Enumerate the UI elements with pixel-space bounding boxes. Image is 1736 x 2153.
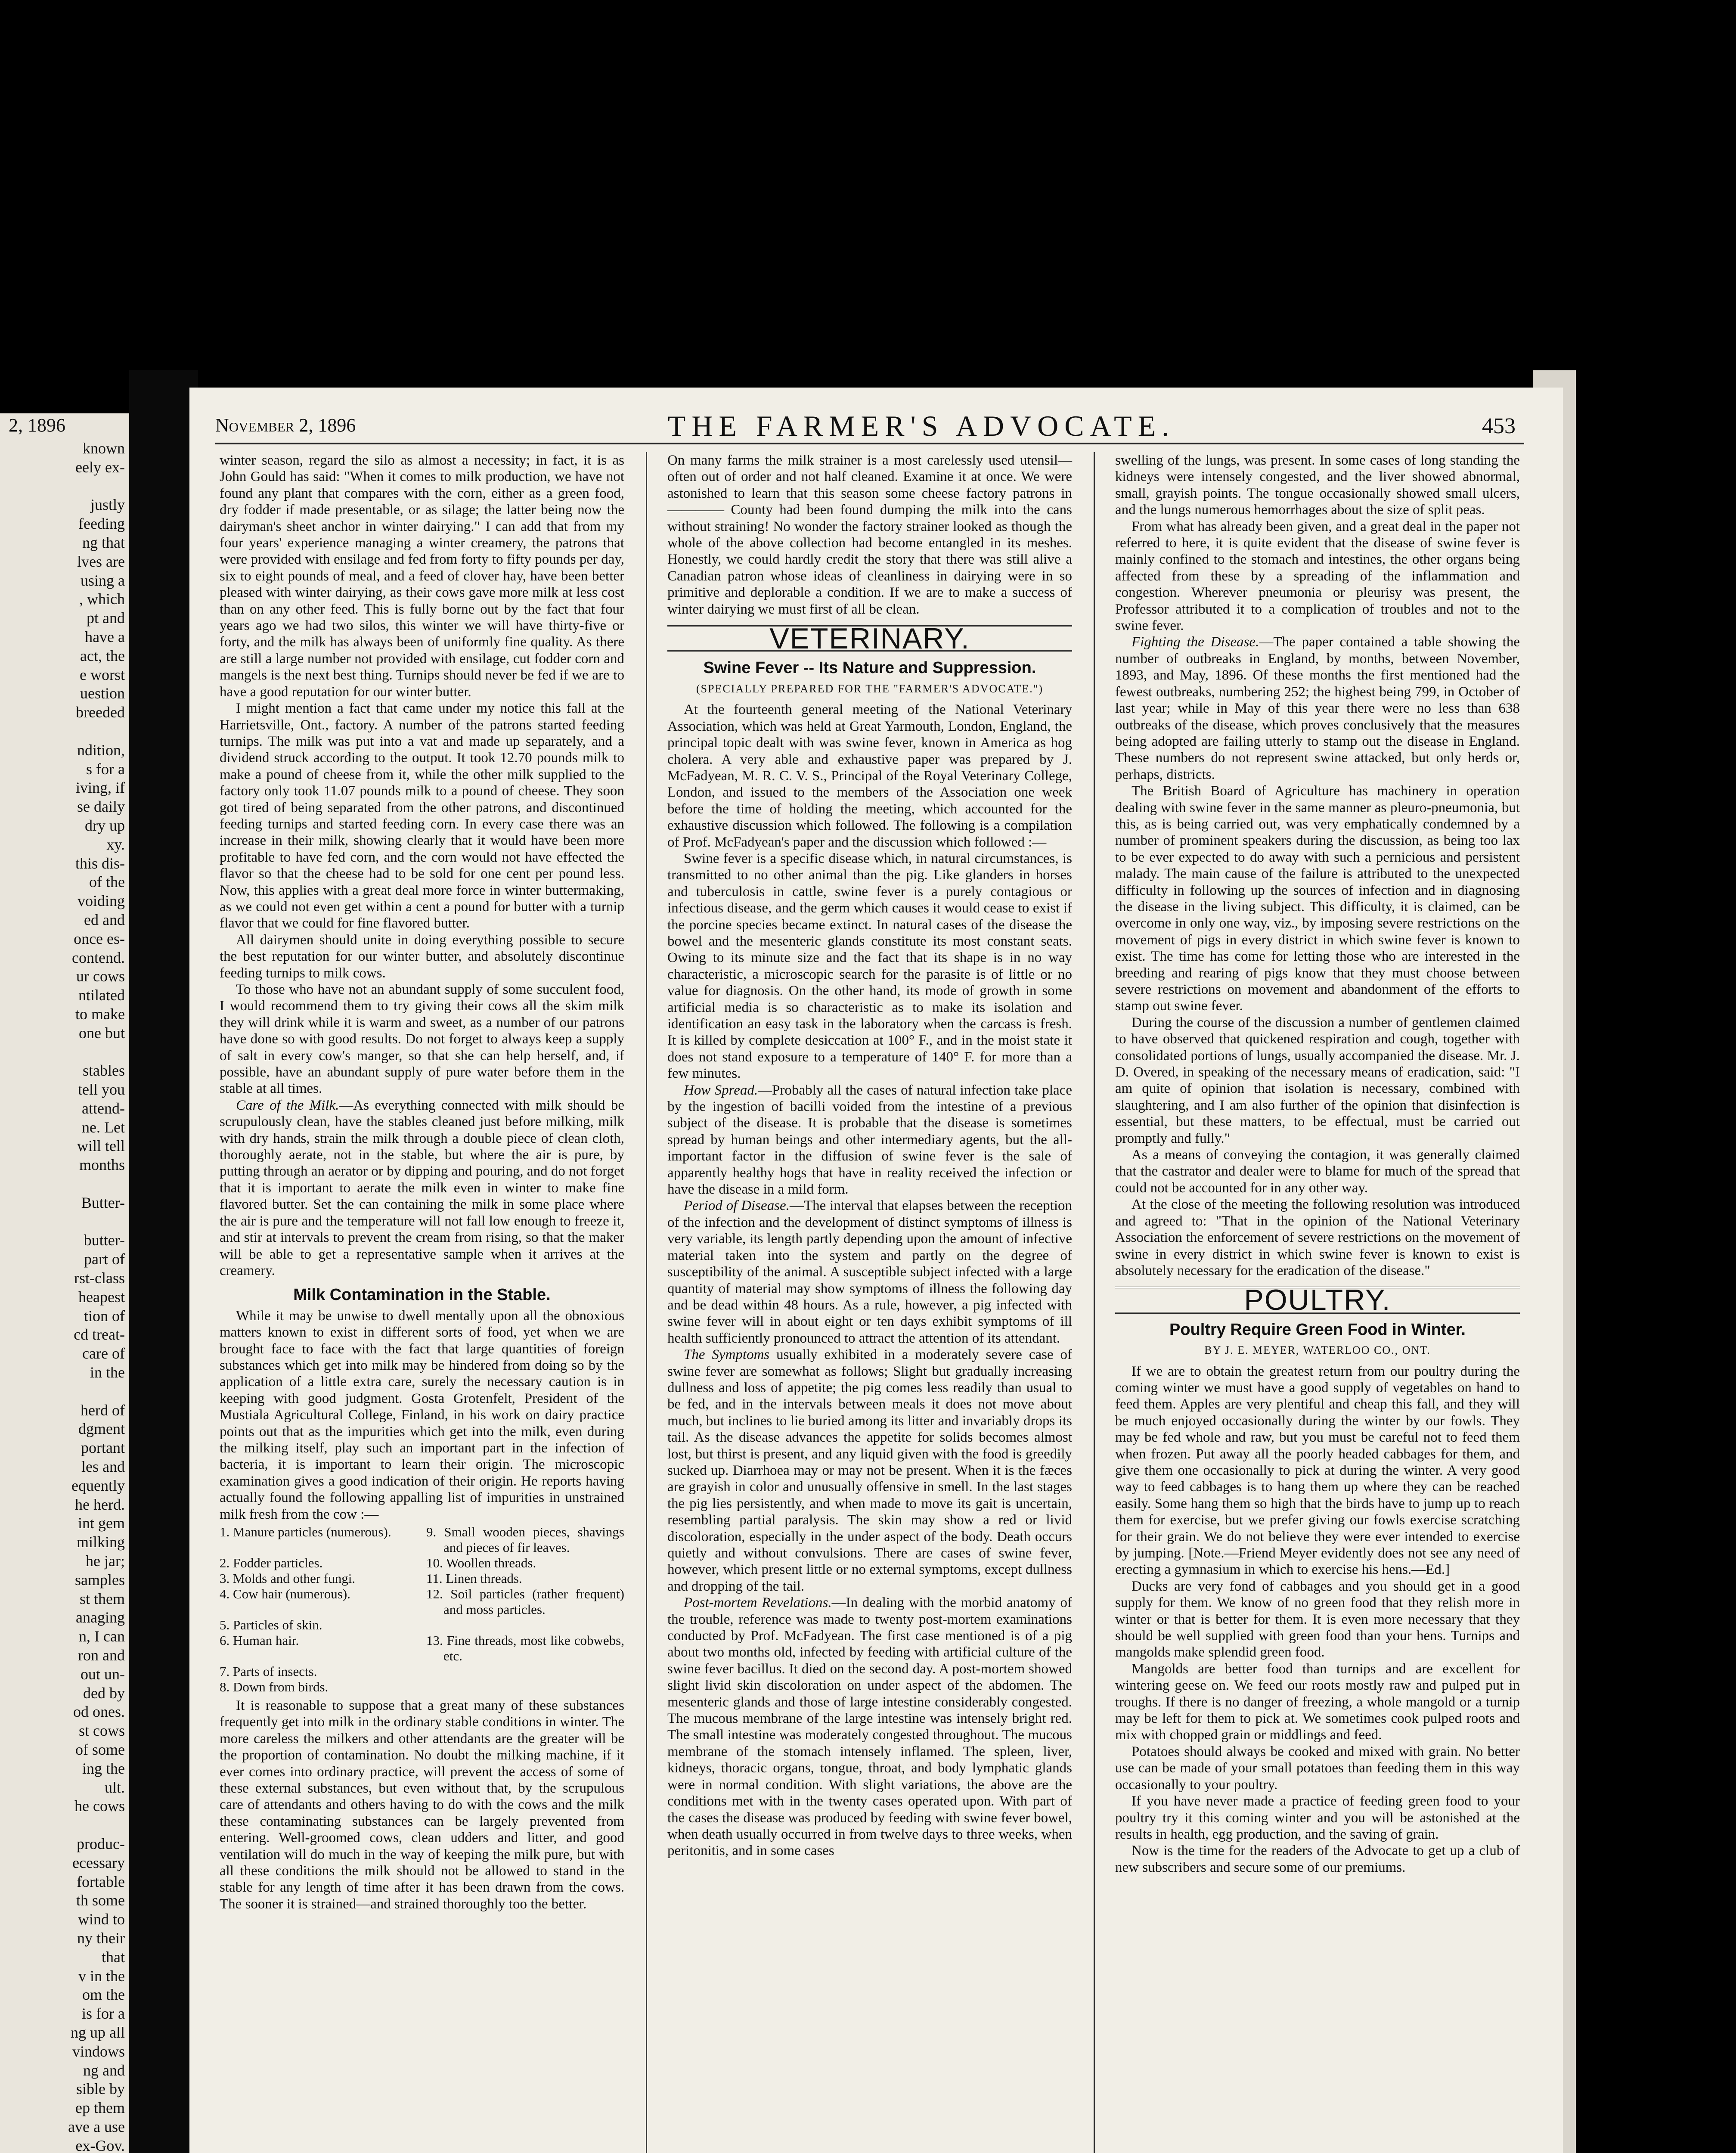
paragraph: At the fourteenth general meeting of the National Veterinary Association, which was held at Great Yarmouth, London, England, the principal topic dealt with was swine fever, known in America as hog cholera. A very able and exhaustive paper was prepared by J. McFadyean, M. R. C. V. S., Principal of the Royal Veterinary College, London, and issued to the members of the Association one week before the time of holding the meeting, which accounted for the exhaustive discussion which followed. The following is a compilation of Prof. McFadyean's paper and the discussion which followed :— [667,702,1072,850]
impurity-list-item: 11. Linen threads. [426,1571,522,1586]
department-heading-veterinary: VETERINARY. [667,625,1072,652]
text-fragment: ep them [75,2099,125,2117]
impurity-list-item: 2. Fodder particles. [220,1555,323,1570]
text-fragment: heapest [78,1288,125,1306]
paragraph: The British Board of Agriculture has machinery in operation dealing with swine fever in the same manner as pleuro-pneumonia, but this, as is being carried out, was very emphatically condemned by a number of prominent speakers during the discussion, as being too lax to be ever expected to do away with such a pernicious and persistent malady. The main cause of the failure is attributed to the unexpected difficulty in following up the sources of infection and in diagnosing the disease in the living subject. This difficulty, it is claimed, can be overcome in only one way, viz., by imposing severe restrictions on the movement of pigs in every district in which swine fever is known to exist. The time has come for letting those who are interested in the breeding and rearing of pigs know that they must choose between severe restrictions on movement and abandonment of the efforts to stamp out swine fever. [1115,783,1520,1014]
running-header [215,409,1524,444]
previous-page-fragment [0,413,129,2153]
text-fragment: e worst [80,666,125,683]
text-fragment [0,1816,125,1835]
text-fragment: stables [83,1062,125,1080]
text-fragment: butter- [84,1232,125,1249]
paragraph: Ducks are very fond of cabbages and you should get in a good supply for them. We know of no green food that they relish more in winter or that is better for them. It is even more necessary that they should be well supplied with green food than your hens. Turnips and mangolds make splendid green food. [1115,1578,1520,1660]
text-fragment: ur cows [76,968,125,985]
header-rule [215,443,1524,444]
text-fragment: ntilated [78,987,125,1004]
text-fragment: uestion [80,685,125,702]
text-fragment: ing the [82,1759,125,1777]
department-heading-poultry: POULTRY. [1115,1287,1520,1313]
column-3 [1115,452,1520,1876]
impurity-list-item [426,1617,624,1633]
text-fragment: he herd. [75,1495,125,1513]
text-fragment: portant [81,1439,125,1457]
text-fragment: eely ex- [75,458,125,476]
text-fragment: st them [80,1590,125,1607]
paragraph-lead: The Symptoms [684,1347,770,1363]
text-fragment: Butter- [81,1194,125,1211]
text-fragment: attend- [82,1099,125,1117]
text-fragment [0,1213,125,1232]
paragraph: Now is the time for the readers of the Advocate to get up a club of new subscribers and secure some of our premiums. [1115,1843,1520,1875]
text-fragment: ron and [78,1647,125,1664]
text-fragment: once es- [74,930,125,947]
column-1 [220,452,624,1912]
text-fragment: od ones. [73,1703,125,1721]
text-fragment [0,1043,125,1062]
paragraph: winter season, regard the silo as almost a necessity; in fact, it is as John Gould has said: "When it comes to milk production, we have not found any plant that compares with the corn, either as a green food, dry fodder if made presentable, or as silage; the latter being now the dairyman's sheet anchor in winter dairying." I can add that from my four years' experience managing a winter creamery, the patrons that were provided with ensilage and fed from forty to fifty pounds per day, six to eight pounds of meal, and a feed of clover hay, have been better pleased with winter dairying, as their cows gave more milk at less cost than on any other feed. This is fully borne out by the fact that four years ago we had two silos, this winter we will have thirty-five or forty, and the milk has always been of uniformly fine quality. As there are still a large number not provided with ensilage, cut fodder corn and mangels is the next best thing. Turnips should never be fed if we are to have a good reputation for our winter butter. [220,453,624,700]
text-fragment: act, the [80,647,125,664]
text-fragment: ny their [77,1929,125,1947]
text-fragment: ave a use [68,2118,125,2135]
text-fragment: ex-Gov. [75,2137,125,2153]
text-fragment: one but [79,1024,125,1042]
paragraph-body: —In dealing with the morbid anatomy of the trouble, reference was made to twenty post-mortem examinations conducted by Prof. McFadyean. The first case mentioned is of a pig about two months old, infected by feeding with artificial culture of the swine fever bacillus. It died on the second day. A post-mortem showed slight livid skin discoloration on under aspect of the abdomen. The mesenteric glands and those of large intestine considerably congested. The mucous membrane of the large intestine was intensely bright red. The small intestine was moderately congested throughout. The mucous membrane of the stomach intensely inflamed. The spleen, liver, kidneys, thoracic organs, tongue, throat, and body lymphatic glands were in normal condition. With slight variations, the above are the conditions met with in the twenty cases operated upon. With part of the cases the disease was produced by feeding with swine fever bowel, when death usually occurred in from twelve days to three weeks, when peritonitis, and in some cases [667,1595,1072,1859]
paragraph-lead: Post-mortem Revelations. [684,1595,832,1611]
paragraph-body: —The paper contained a table showing the number of outbreaks in England, by months, between November, 1893, and May, 1896. Of these months the first mentioned had the fewest outbreaks, numbering 252; the highest being 799, in October of last year; while in May of this year there were no less than 638 outbreaks of the disease, which proves conclusively that the measures being adopted are failing utterly to stamp out the disease in England. These numbers do not represent swine attacked, but only herds or, perhaps, districts. [1115,634,1520,782]
text-fragment: fortable [77,1873,125,1890]
text-fragment: ndition, [77,741,125,759]
paragraph-lead: How Spread. [684,1082,758,1098]
paragraph: To those who have not an abundant supply of some succulent food, I would recommend them to try giving their cows all the skim milk they will drink while it is warm and sweet, as a number of our patrons have done so with good results. Do not forget to always keep a supply of salt in every cow's manger, so that she can help herself, and, if possible, have an abundant supply of pure water before them in the stable at all times. [220,982,624,1097]
paragraph: swelling of the lungs, was present. In some cases of long standing the kidneys were intensely congested, and the liver showed abnormal, small, grayish points. The tongue occasionally showed small ulcers, and the lungs numerous hemorrhages about the size of split peas. [1115,453,1520,518]
text-fragment: using a [81,571,125,589]
paragraph: While it may be unwise to dwell mentally upon all the obnoxious matters known to exist in different sorts of food, yet when we are brought face to face with the fact that large quantities of foreign substances which get into milk may be hindered from doing so by the application of a little extra care, surely the necessary caution is in keeping with good judgment. Gosta Grotenfelt, President of the Mustiala Agricultural College, Finland, in his work on dairy practice points out that as the impurities which get into the milk, even during the milking itself, play such an important part in the infection of bacteria, it is important to learn their origin. The microscopic examination gives a good indication of their origin. He reports having actually found the following appalling list of impurities in unstrained milk fresh from the cow :— [220,1308,624,1522]
text-fragment: iving, if [76,779,125,797]
text-fragment: justly [90,496,125,514]
paragraph: As a means of conveying the contagion, it was generally claimed that the castrator and dealer were to blame for much of the spread that could not be accounted for in any other way. [1115,1147,1520,1196]
paragraph [667,1082,1072,1198]
paragraph [667,1197,1072,1346]
text-fragment: this dis- [75,854,125,872]
text-fragment: ng and [83,2061,125,2079]
paragraph-body: —Probably all the cases of natural infection take place by the ingestion of bacilli voided from the intestine of a previous subject of the disease. It is probable that the disease is sometimes spread by human beings and other intermediary agents, but the all-important factor in the diffusion of swine fever is the sale of apparently healthy hogs that have in reality received the infection or have the disease in a mild form. [667,1082,1072,1197]
paragraph: At the close of the meeting the following resolution was introduced and agreed to: "That in the opinion of the National Veterinary Association the enforcement of severe restrictions on the movement of swine in every district in which swine fever is known to exist is absolutely necessary for the eradication of the disease." [1115,1197,1520,1278]
paragraph: Potatoes should always be cooked and mixed with grain. No better use can be made of your small potatoes than feeding them in this way occasionally to your poultry. [1115,1743,1520,1793]
text-fragment: milking [76,1533,125,1551]
text-fragment: dry up [85,816,125,834]
impurity-list-item: 6. Human hair. [220,1633,299,1648]
text-fragment: out un- [81,1665,125,1683]
paragraph-body: —The interval that elapses between the reception of the infection and the development of distinct symptoms of illness is very variable, its length partly depending upon the amount of infective material taken into the system and partly on the degree of susceptibility of the animal. A susceptible subject infected with a large quantity of material may show symptoms of illness the following day and be dead within 48 hours. As a rule, however, a pig infected with swine fever will in about eight or ten days exhibit symptoms of ill health sufficiently pronounced to attract the attention of its attendant. [667,1198,1072,1346]
impurity-list-item: 13. Fine threads, most like cobwebs, etc. [426,1633,624,1663]
text-fragment: he cows [74,1797,125,1815]
page-number: 453 [1482,414,1516,438]
paragraph-lead: Care of the Milk. [236,1097,339,1113]
article-headline: Swine Fever -- Its Nature and Suppression. [703,659,1036,677]
text-fragment: pt and [87,609,125,627]
text-fragment: tell you [78,1081,125,1098]
text-fragment [0,722,125,741]
paragraph: On many farms the milk strainer is a most carelessly used utensil—often out of order and not half cleaned. Examine it at once. We were astonished to learn that this season some cheese factory patrons in ———— County had been found dumping the milk into the cans without straining! No wonder the factory strainer looked as though the whole of the above collection had become entangled in its meshes. Honestly, we could hardly credit the story that there was still alive a Canadian patron whose ideas of cleanliness in dairying were in so primitive and deplorable a condition. If we are to make a success of winter dairying we must first of all be clean. [667,453,1072,617]
text-fragment: rst-class [74,1269,125,1287]
paragraph [1115,634,1520,783]
text-fragment: xy. [106,835,125,853]
column-2 [667,452,1072,1859]
article-byline: (SPECIALLY PREPARED FOR THE "FARMER'S ADVOCATE.") [696,682,1044,695]
text-fragment: om the [82,1986,125,2004]
impurity-list-item: 9. Small wooden pieces, shavings and pieces of fir leaves. [426,1524,624,1555]
column-rule [1094,452,1095,2153]
paragraph [667,1595,1072,1859]
text-fragment: known [83,440,125,457]
paragraph: From what has already been given, and a great deal in the paper not referred to here, it is quite evident that the disease of swine fever is mainly confined to the stomach and intestines, the other organs being affected from these by a spreading of the inflammation and congestion. Wherever pneumonia or pleurisy was present, the Professor attributed it to a complication of troubles and not to the swine fever. [1115,518,1520,634]
text-fragment: part of [84,1250,125,1268]
impurity-list-item [426,1664,624,1679]
impurity-list-item: 7. Parts of insects. [220,1664,317,1679]
text-fragment: ng up all [71,2023,125,2041]
paragraph: If we are to obtain the greatest return from our poultry during the coming winter we must have a good supply of vegetables on hand to feed them. Apples are very plentiful and cheap this fall, and they will be much enjoyed occasionally during the winter by our fowls. They may be fed whole and raw, but you must be careful not to feed them when frozen. Put away all the poorly headed cabbages for them, and give them one occasionally to pick at during the winter. A very good way to feed cabbages is to hang them up where they can be reached easily. Some hang them so high that the birds have to jump up to reach them for exercise, but we prefer giving our fowls exercise scratching for their grain. We do not believe they were ever intended to exercise by jumping. [Note.—Friend Meyer evidently does not see any need of erecting a gymnasium in which to exercise his hens.—Ed.] [1115,1363,1520,1578]
text-fragment: equently [71,1477,125,1494]
issue-date: November 2, 1896 [215,415,356,436]
text-fragment: st cows [79,1722,125,1740]
impurity-list-item: 5. Particles of skin. [220,1617,322,1632]
text-fragment: , which [79,590,125,608]
paragraph [220,1097,624,1279]
text-fragment: anaging [76,1609,125,1626]
text-fragment: v in the [78,1967,125,1985]
impurity-list-item [426,1679,624,1695]
article-headline: Milk Contamination in the Stable. [293,1286,551,1304]
text-fragment: herd of [81,1401,125,1419]
text-fragment: ult. [104,1778,125,1796]
paragraph: During the course of the discussion a number of gentlemen claimed to have observed that quickened respiration and cough, together with consolidated portions of lungs, usually accompanied the disease. Mr. J. D. Overed, in speaking of the necessary means of eradication, said: "I am quite of opinion that isolation is necessary, combined with slaughtering, and I am also further of the opinion that disinfection is essential, but these matters, to be effectual, must be carried out promptly and fully." [1115,1014,1520,1146]
paragraph-lead: Period of Disease. [684,1198,790,1214]
masthead-title: THE FARMER'S ADVOCATE. [667,410,1175,442]
text-fragment: samples [75,1571,125,1588]
text-fragment: dgment [78,1420,125,1438]
article-byline: BY J. E. MEYER, WATERLOO CO., ONT. [1204,1344,1431,1357]
text-fragment: n, I can [79,1628,125,1645]
text-fragment: ng that [82,534,125,551]
text-fragment: cd treat- [74,1326,125,1343]
text-fragment: breeded [76,704,125,721]
text-fragment: of some [75,1740,125,1758]
text-fragment: of the [89,873,125,891]
column-rule [646,452,647,2153]
text-fragment [0,1175,125,1194]
newspaper-page [189,388,1563,2153]
text-fragment [0,477,125,496]
text-fragment: tion of [84,1307,125,1325]
text-fragment: in the [90,1364,125,1381]
text-fragment: th some [76,1892,125,1909]
text-fragment: care of [82,1345,125,1362]
impurity-list-item: 12. Soil particles (rather frequent) and moss particles. [426,1586,624,1617]
text-fragment: ed and [84,911,125,928]
text-fragment: int gem [78,1514,125,1532]
text-fragment: feeding [78,515,125,533]
text-fragment: contend. [72,949,125,966]
text-fragment: ded by [83,1684,125,1702]
text-fragment: will tell [77,1137,125,1155]
text-fragment: s for a [86,760,125,778]
text-fragment: vindows [72,2042,125,2060]
article-headline: Poultry Require Green Food in Winter. [1169,1320,1466,1339]
paragraph-body: usually exhibited in a moderately severe case of swine fever are somewhat as follows; Slight but gradually increasing dullness and loss of appetite; the pig comes less readily than usual to be fed, and in the intervals between meals it does not move about much, but inclines to lie buried among its litter and invariably drops its tail. As the disease advances the appetite for solids becomes almost lost, but thirst is present, and any liquid given with the food is greedily sucked up. Diarrhoea may or may not be present. When it is the fæces are grayish in color and unusually offensive in smell. In the last stages the pig lies persistently, and when made to move its gait is uncertain, resembling partial paralysis. The skin may show a red or livid discoloration, especially in the under aspect of the body. Death occurs quietly and without convulsions. There are cases of swine fever, however, which present little or no external symptoms, except dullness and dropping of the tail. [667,1347,1073,1594]
text-fragment: have a [85,628,125,645]
text-fragment: lves are [77,552,125,570]
impurity-list-item: 1. Manure particles (numerous). [220,1524,391,1539]
paragraph-body: —As everything connected with milk should be scrupulously clean, have the stables cleaned just before milking, milk with dry hands, strain the milk through a double piece of clean cloth, thoroughly aerate, not in the stable, but where the air is pure, by putting through an aerator or by dipping and pouring, and do not forget that it is important to aerate the milk even in winter to make fine flavored butter. Set the can containing the milk in some place where the air is pure and the temperature will not fall low enough to freeze it, and stir at intervals to prevent the cream from rising, so that the maker will be able to get a representative sample when it arrives at the creamery. [220,1097,624,1278]
paragraph [667,1346,1072,1595]
text-fragment: ne. Let [82,1118,125,1136]
text-fragment: months [79,1156,125,1174]
text-fragment: produc- [77,1835,125,1852]
paragraph: It is reasonable to suppose that a great many of these substances frequently get into milk in the ordinary stable conditions in winter. The more careless the milkers and other attendants are the greater will be the proportion of contamination. No doubt the milking machine, if it ever comes into ordinary practice, will prevent the access of some of these external substances, but even without that, by the scrupulous care of attendants and others having to do with the cows and the milk these contaminating substances can be largely prevented from entering. Well-groomed cows, clean udders and litter, and good ventilation will do much in the way of keeping the milk pure, but with all these conditions the milk should not be allowed to stand in the stable for any length of time after it has been drawn from the cows. The sooner it is strained—and strained thoroughly too the better. [220,1698,624,1912]
paragraph-lead: Fighting the Disease. [1132,634,1259,650]
text-fragment: to make [75,1005,125,1023]
paragraph: Swine fever is a specific disease which, in natural circumstances, is transmitted to no other animal than the pig. Like glanders in horses and tuberculosis in cattle, swine fever is a purely contagious or infectious disease, and the germ which causes it would cease to exist if the porcine species became extinct. In natural cases of the disease the bowel and the mesenteric glands constitute its most constant seats. Owing to its minute size and the fact that its shape is in no way characteristic, a microscopic search for the parasite is of little or no value for diagnosis. On the other hand, its mode of growth in some artificial media is so characteristic as to make its isolation and identification an easy task in the laboratory when the carcass is fresh. It is killed by complete desiccation at 100° F., and in the moist state it does not stand exposure to a temperature of 140° F. for more than a few minutes. [667,850,1072,1082]
text-fragment: he jar; [86,1552,125,1570]
book-binding-gutter [129,370,198,2153]
paragraph: If you have never made a practice of feeding green food to your poultry try it this coming winter and you will be astonished at the results in health, egg production, and the saving of grain. [1115,1793,1520,1842]
impurity-list-item: 3. Molds and other fungi. [220,1571,356,1586]
text-fragment: sible by [76,2080,125,2098]
text-fragment: les and [81,1458,125,1476]
impurity-list-item: 8. Down from birds. [220,1679,329,1694]
text-fragment: that [102,1948,125,1966]
impurity-list-item: 4. Cow hair (numerous). [220,1586,350,1601]
text-fragment: is for a [82,2005,125,2023]
text-fragment: voiding [77,892,125,910]
impurity-list-item: 10. Woollen threads. [426,1555,536,1570]
previous-page-header: 2, 1896 [9,415,65,436]
paragraph: I might mention a fact that came under my notice this fall at the Harrietsville, Ont., factory. A number of the patrons started feeding turnips. The milk was put into a vat and made up separately, and a dividend struck according to the output. It took 12.70 pounds milk to make a pound of cheese from it, while the other milk supplied to the factory only took 11.07 pounds milk to a pound of cheese. They soon got tired of being separated from the other patrons, and discontinued feeding turnips and started feeding corn. In every case there was an increase in their milk, showing clearly that it would have been more profitable to have fed corn, and the corn would not have effected the flavor so that the cheese had to be sold for one cent per pound less. Now, this applies with a great deal more force in winter buttermaking, as we could not even get within a cent a pound for butter with a turnip flavor that we could for fine flavored butter. [220,701,624,931]
previous-page-text-fragments [0,439,125,2153]
text-fragment: wind to [78,1911,125,1928]
text-fragment: ecessary [72,1854,125,1871]
text-fragment: se daily [77,798,125,816]
text-fragment [0,1382,125,1401]
paragraph: All dairymen should unite in doing everything possible to secure the best reputation for our winter butter, and absolutely discontinue feeding turnips to milk cows. [220,932,624,981]
impurity-list [220,1524,624,1695]
paragraph: Mangolds are better food than turnips and are excellent for wintering geese on. We feed our roots mostly raw and pulped put in troughs. If there is no danger of freezing, a whole mangold or a turnip may be left for them to pick at. We sometimes cook pulped roots and mix with chopped grain or middlings and feed. [1115,1661,1520,1743]
